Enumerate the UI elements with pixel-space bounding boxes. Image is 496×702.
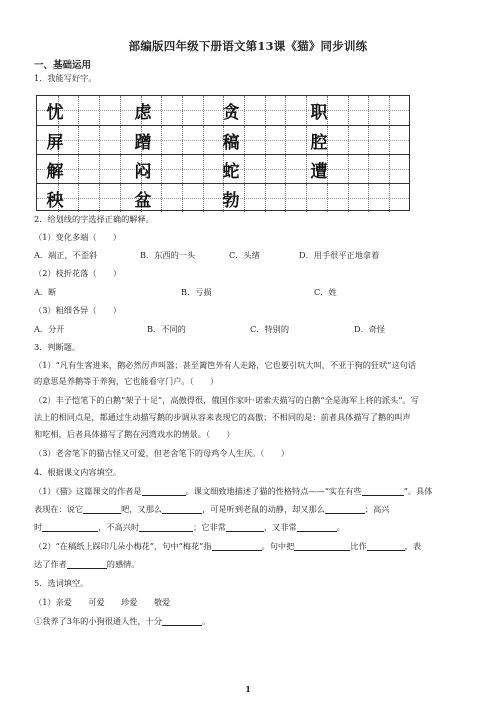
grid-cell[interactable] xyxy=(265,184,285,212)
blank-line xyxy=(325,504,365,514)
text: 。句中把 xyxy=(261,541,295,551)
grid-row xyxy=(37,125,409,154)
grid-cell[interactable] xyxy=(182,184,202,212)
grid-cell[interactable] xyxy=(99,155,119,183)
grid-cell[interactable] xyxy=(78,126,98,154)
question-4: 4．根据课文内容填空。 xyxy=(34,467,122,477)
practice-character: 蛇 xyxy=(222,162,240,182)
question-5: 5．选词填空。 xyxy=(34,578,89,588)
practice-character: 秧 xyxy=(46,191,64,211)
text: 时 xyxy=(34,522,43,532)
text: ，不高兴时 xyxy=(98,522,140,532)
grid-cell[interactable] xyxy=(161,96,181,124)
text: ，可是听到老鼠的动静，却又那么 xyxy=(202,504,325,514)
page-title: 部编版四年级下册语文第13课《猫》同步训练 xyxy=(128,39,368,53)
grid-cell[interactable] xyxy=(182,96,202,124)
option: D．用手很平正地拿着 xyxy=(299,250,380,260)
question-2: 2．给划线的字选择正确的解释。 xyxy=(34,214,154,224)
grid-cell[interactable] xyxy=(182,155,202,183)
blank-line xyxy=(294,541,350,551)
question-4-2-line xyxy=(34,559,140,570)
text: 。 xyxy=(202,616,211,626)
question-3-1-line: （1）“凡有生客进来，鹅必然厉声叫嚣；甚至篱笆外有人走路，它也要引吭大叫，不亚于狗的狂吠”这句话 xyxy=(34,360,417,370)
option: B．亏损 xyxy=(181,287,212,297)
blank-line xyxy=(297,522,337,532)
grid-cell[interactable] xyxy=(368,96,388,124)
grid-cell[interactable] xyxy=(368,126,388,154)
option: B．不同的 xyxy=(147,324,186,334)
grid-cell[interactable] xyxy=(161,126,181,154)
grid-cell[interactable] xyxy=(78,96,98,124)
grid-cell[interactable] xyxy=(161,184,181,212)
question-1: 1．我能写好字。 xyxy=(34,73,97,83)
grid-cell[interactable] xyxy=(285,126,305,154)
practice-character: 腔 xyxy=(310,133,328,153)
question-5-words: （1）亲爱 可爱 珍爱 敬爱 xyxy=(34,597,171,607)
text: 表现在：说它 xyxy=(34,504,84,514)
text: 的感情。 xyxy=(106,559,140,569)
blank-line xyxy=(142,486,186,496)
option: A．端正，不歪斜 xyxy=(34,250,98,260)
grid-cell[interactable] xyxy=(389,184,409,212)
grid-cell[interactable] xyxy=(285,96,305,124)
question-2-2: （2）枝折花落（ ） xyxy=(34,268,122,278)
text: 比作 xyxy=(350,541,367,551)
page-number: 1 xyxy=(245,684,251,694)
question-2-3: （3）粗细各异（ ） xyxy=(34,305,122,315)
blank-line xyxy=(83,504,121,514)
grid-cell[interactable] xyxy=(99,96,119,124)
grid-cell[interactable] xyxy=(348,126,368,154)
blank-line xyxy=(162,504,202,514)
question-3-1-line: 的意思是养鹅等于养狗，它也能看守门户。（ ） xyxy=(34,376,219,386)
text: 。课文细致地描述了猫的性格特点——“实在有些 xyxy=(185,486,362,496)
text: ；高兴 xyxy=(364,504,390,514)
question-4-1-line xyxy=(34,522,345,533)
blank-line xyxy=(162,616,202,626)
question-3: 3．判断题。 xyxy=(34,342,81,352)
practice-character: 忧 xyxy=(46,103,64,123)
practice-character: 虑 xyxy=(134,103,152,123)
question-4-1-line xyxy=(34,486,432,497)
question-3-3: （3）老舍笔下的猫古怪又可爱，但老舍笔下的母鸡令人生厌。（ ） xyxy=(34,448,289,458)
practice-character: 蹭 xyxy=(134,133,152,153)
practice-character: 闷 xyxy=(134,162,152,182)
grid-cell[interactable] xyxy=(182,126,202,154)
text: ，表 xyxy=(404,541,422,551)
text: 吧，又那么 xyxy=(121,504,163,514)
text: 达了作者 xyxy=(34,559,67,569)
question-4-2-line xyxy=(34,541,421,552)
text: ；它非常 xyxy=(193,522,226,532)
practice-character: 职 xyxy=(310,103,328,123)
grid-row xyxy=(37,154,409,183)
section-heading: 一、基础运用 xyxy=(34,60,92,71)
blank-line xyxy=(367,541,405,551)
practice-character: 解 xyxy=(46,162,64,182)
grid-cell[interactable] xyxy=(244,96,264,124)
grid-cell[interactable] xyxy=(327,184,347,212)
grid-cell[interactable] xyxy=(265,96,285,124)
character-practice-grid xyxy=(36,95,410,211)
question-5-1 xyxy=(34,616,210,627)
grid-cell[interactable] xyxy=(348,96,368,124)
practice-character: 屏 xyxy=(46,133,64,153)
question-2-1-text: （1）变化多端（ ） xyxy=(34,232,122,242)
grid-cell[interactable] xyxy=(265,126,285,154)
grid-row xyxy=(37,183,409,212)
option: A．分开 xyxy=(34,324,65,334)
grid-cell[interactable] xyxy=(348,184,368,212)
text: ①我养了3年的小狗很通人性，十分 xyxy=(34,616,163,626)
practice-character: 遭 xyxy=(310,162,328,182)
grid-cell[interactable] xyxy=(244,126,264,154)
practice-character: 盆 xyxy=(134,191,152,211)
option: C．头绪 xyxy=(229,250,260,260)
grid-cell[interactable] xyxy=(306,184,326,212)
question-2-1 xyxy=(34,232,121,243)
option: B．东西的一头 xyxy=(140,250,196,260)
question-3-2-line: 法上的相同点是，都通过生动描写鹅的步调从容来表现它的高傲；不相同的是：前者具体描写了鹅的叫声 xyxy=(34,412,411,422)
grid-cell[interactable] xyxy=(99,184,119,212)
grid-cell[interactable] xyxy=(368,155,388,183)
text: （2）“在稿纸上踩印几朵小梅花”，句中“梅花”指 xyxy=(34,541,212,551)
practice-character: 贪 xyxy=(222,103,240,123)
grid-cell[interactable] xyxy=(244,155,264,183)
grid-cell[interactable] xyxy=(389,155,409,183)
option: C．姓 xyxy=(314,287,337,297)
blank-line xyxy=(362,486,404,496)
grid-cell[interactable] xyxy=(265,155,285,183)
grid-cell[interactable] xyxy=(285,155,305,183)
grid-cell[interactable] xyxy=(99,126,119,154)
blank-line xyxy=(226,522,264,532)
grid-cell[interactable] xyxy=(161,155,181,183)
question-3-2-line: 和吃相，后者具体描写了鹅在河湾戏水的情景。（ ） xyxy=(34,429,235,439)
grid-cell[interactable] xyxy=(389,96,409,124)
grid-cell[interactable] xyxy=(78,184,98,212)
blank-line xyxy=(67,559,107,569)
grid-row xyxy=(37,96,409,125)
grid-cell[interactable] xyxy=(78,155,98,183)
grid-cell[interactable] xyxy=(244,184,264,212)
text: ”。具体 xyxy=(403,486,433,496)
text: （1）《猫》这篇课文的作者是 xyxy=(34,486,142,496)
grid-cell[interactable] xyxy=(389,126,409,154)
question-3-2-line: （2）丰子恺笔下的白鹅“架子十足”，高傲得很，俄国作家叶·诺索夫描写的白鹅“全是海军上将的派头”。写 xyxy=(34,395,419,405)
practice-character: 勃 xyxy=(222,191,240,211)
blank-line xyxy=(212,541,262,551)
option: A．断 xyxy=(34,287,57,297)
text: ，又非常 xyxy=(263,522,297,532)
blank-line xyxy=(139,522,193,532)
text: 。 xyxy=(336,522,345,532)
option: D．奇怪 xyxy=(354,324,386,334)
practice-character: 稿 xyxy=(222,133,240,153)
option: C．特别的 xyxy=(250,324,290,334)
blank-line xyxy=(42,522,98,532)
grid-cell[interactable] xyxy=(348,155,368,183)
grid-cell[interactable] xyxy=(285,184,305,212)
grid-cell[interactable] xyxy=(368,184,388,212)
question-4-1-line xyxy=(34,504,390,515)
